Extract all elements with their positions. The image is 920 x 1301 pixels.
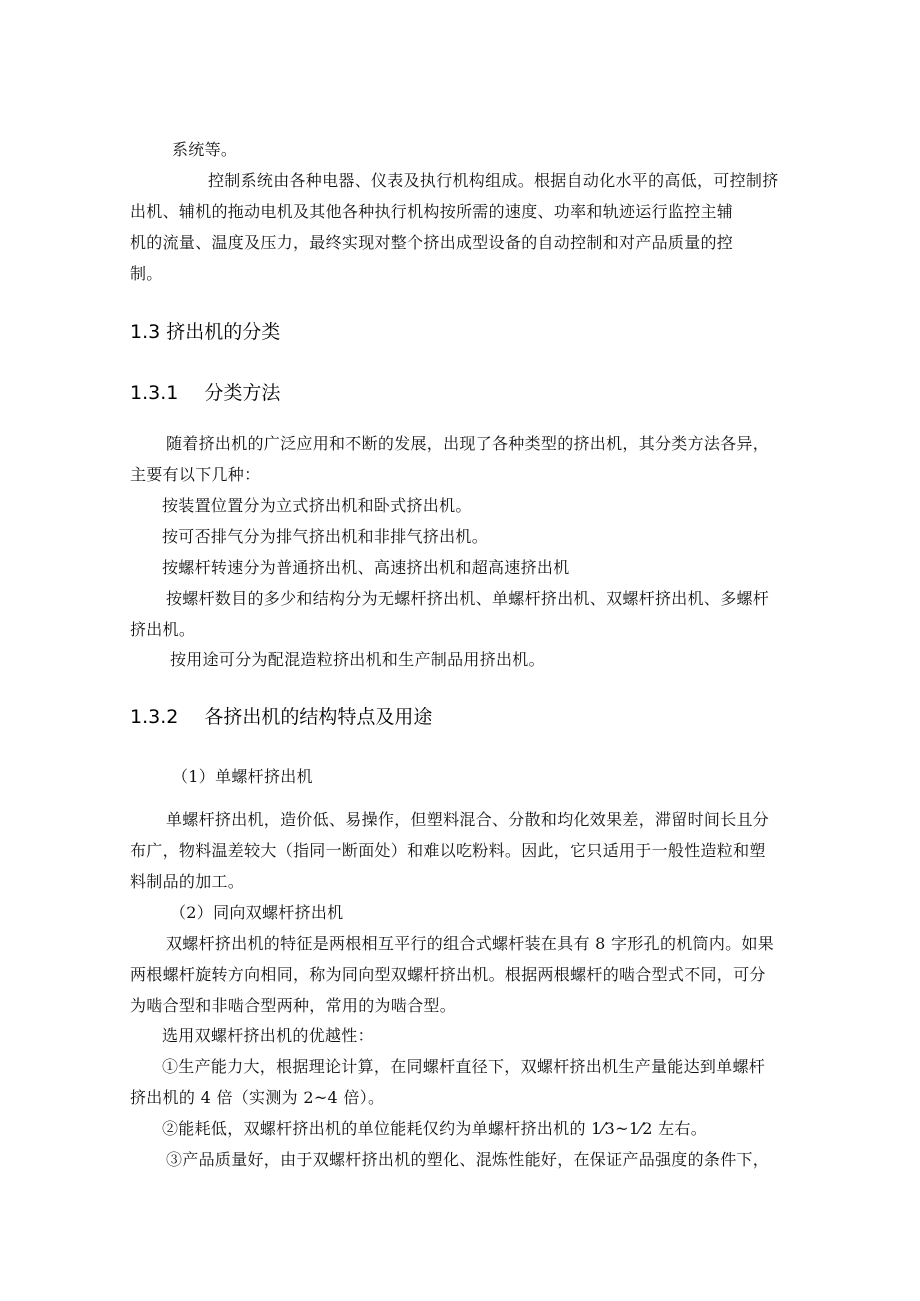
section-heading-1-3-1 (130, 381, 280, 405)
paragraph-line: ③产品质量好，由于双螺杆挤出机的塑化、混炼性能好，在保证产品强度的条件下， (166, 1150, 770, 1169)
paragraph-line: 出机、辅机的拖动电机及其他各种执行机构按所需的速度、功率和轨迹运行监控主辅 (130, 202, 734, 221)
section-heading-1-3: 1.3 挤出机的分类 (130, 321, 281, 343)
paragraph-line: 按用途可分为配混造粒挤出机和生产制品用挤出机。 (170, 650, 545, 669)
paragraph-line: 按装置位置分为立式挤出机和卧式挤出机。 (162, 496, 472, 515)
list-item: （1）单螺杆挤出机 (172, 767, 313, 786)
paragraph-line: 选用双螺杆挤出机的优越性： (162, 1026, 374, 1045)
paragraph-line: 挤出机。 (130, 620, 196, 639)
paragraph-line: 按螺杆数目的多少和结构分为无螺杆挤出机、单螺杆挤出机、双螺杆挤出机、多螺杆 (166, 589, 770, 608)
heading-title: 各挤出机的结构特点及用途 (204, 706, 433, 728)
paragraph-line: 料制品的加工。 (130, 872, 245, 891)
section-heading-1-3-2 (130, 705, 432, 729)
list-item: （2）同向双螺杆挤出机 (170, 903, 344, 922)
paragraph-line: 制。 (130, 264, 163, 283)
paragraph-line: 系统等。 (172, 140, 238, 159)
paragraph-line: ②能耗低，双螺杆挤出机的单位能耗仅约为单螺杆挤出机的 1⁄3~1⁄2 左右。 (162, 1119, 708, 1138)
heading-number: 1.3.1 (130, 382, 179, 404)
paragraph-line: 机的流量、温度及压力，最终实现对整个挤出成型设备的自动控制和对产品质量的控 (130, 233, 734, 252)
heading-number: 1.3.2 (130, 706, 179, 728)
paragraph-line: 为啮合型和非啮合型两种，常用的为啮合型。 (130, 996, 457, 1015)
paragraph-line: 单螺杆挤出机，造价低、易操作，但塑料混合、分散和均化效果差，滞留时间长且分 (166, 810, 770, 829)
paragraph-line: 随着挤出机的广泛应用和不断的发展，出现了各种类型的挤出机，其分类方法各异， (166, 434, 770, 453)
paragraph-line: 双螺杆挤出机的特征是两根相互平行的组合式螺杆装在具有 8 字形孔的机筒内。如果 (166, 934, 775, 953)
paragraph-line: 两根螺杆旋转方向相同，称为同向型双螺杆挤出机。根据两根螺杆的啮合型式不同，可分 (130, 965, 766, 984)
heading-title: 分类方法 (204, 382, 281, 404)
paragraph-line: 按可否排气分为排气挤出机和非排气挤出机。 (162, 527, 489, 546)
paragraph-line: 控制系统由各种电器、仪表及执行机构组成。根据自动化水平的高低，可控制挤 (208, 171, 779, 190)
paragraph-line: 挤出机的 4 倍（实测为 2~4 倍）。 (130, 1088, 385, 1107)
paragraph-line: ①生产能力大，根据理论计算，在同螺杆直径下，双螺杆挤出机生产量能达到单螺杆 (162, 1057, 766, 1076)
paragraph-line: 布广，物料温差较大（指同一断面处）和难以吃粉料。因此，它只适用于一般性造粒和塑 (130, 841, 766, 860)
paragraph-line: 按螺杆转速分为普通挤出机、高速挤出机和超高速挤出机 (162, 558, 570, 577)
paragraph-line: 主要有以下几种： (130, 465, 261, 484)
